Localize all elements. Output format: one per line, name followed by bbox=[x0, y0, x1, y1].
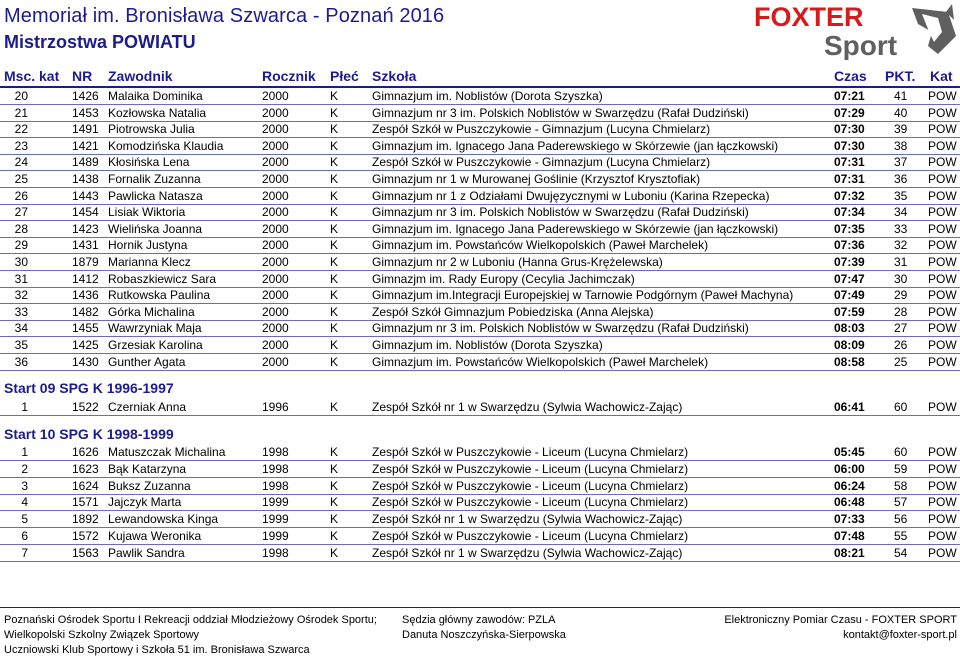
table-row bbox=[0, 171, 960, 188]
foxter-sport-logo bbox=[752, 2, 958, 60]
cell-school: Gimnazjm im. Rady Europy (Cecylia Jachimczak) bbox=[372, 271, 635, 286]
table-row bbox=[0, 304, 960, 321]
cell-school: Gimnazjum im.Integracji Europejskiej w Tarnowie Podgórnym (Paweł Machyna) bbox=[372, 288, 794, 303]
table-row bbox=[0, 88, 960, 105]
cell-school: Zespół Szkół w Puszczykowie - Gimnazjum (Lucyna Chmielarz) bbox=[372, 122, 711, 137]
cell-school: Zespół Szkół w Puszczykowie - Liceum (Lucyna Chmielarz) bbox=[372, 461, 689, 476]
footer-divider bbox=[0, 607, 960, 608]
cell-school: Gimnazjum nr 1 w Murowanej Goślinie (Krzysztof Krysztofiak) bbox=[372, 172, 701, 186]
cell-time: 07:31 bbox=[834, 172, 865, 186]
cell-bib-number: 1453 bbox=[72, 105, 99, 120]
cell-points: 30 bbox=[894, 271, 908, 286]
table-row bbox=[0, 354, 960, 371]
cell-category: POW bbox=[928, 138, 957, 153]
table-row bbox=[0, 478, 960, 495]
cell-birth-year: 2000 bbox=[262, 172, 289, 186]
cell-bib-number: 1412 bbox=[72, 271, 99, 286]
cell-bib-number: 1426 bbox=[72, 89, 99, 103]
cell-time: 07:21 bbox=[834, 89, 865, 103]
cell-category: POW bbox=[928, 288, 957, 303]
footer-judge bbox=[402, 613, 566, 643]
cell-bib-number: 1455 bbox=[72, 321, 99, 336]
cell-birth-year: 2000 bbox=[262, 89, 289, 103]
cell-sex: K bbox=[330, 105, 339, 120]
cell-time: 07:33 bbox=[834, 512, 865, 527]
cell-athlete-name: Bąk Katarzyna bbox=[108, 461, 187, 476]
cell-bib-number: 1572 bbox=[72, 529, 99, 543]
cell-points: 34 bbox=[894, 205, 908, 220]
row-divider bbox=[0, 561, 960, 562]
table-row bbox=[0, 399, 960, 416]
cell-birth-year: 2000 bbox=[262, 288, 289, 303]
cell-athlete-name: Robaszkiewicz Sara bbox=[108, 271, 217, 286]
cell-sex: K bbox=[330, 288, 339, 303]
cell-position: 1 bbox=[21, 445, 28, 459]
cell-points: 55 bbox=[894, 529, 908, 543]
cell-birth-year: 2000 bbox=[262, 238, 289, 253]
cell-athlete-name: Pawlicka Natasza bbox=[108, 188, 203, 203]
cell-time: 07:29 bbox=[834, 105, 865, 120]
cell-sex: K bbox=[330, 304, 339, 319]
cell-bib-number: 1436 bbox=[72, 288, 99, 303]
cell-category: POW bbox=[928, 304, 957, 319]
cell-points: 38 bbox=[894, 138, 908, 153]
cell-position: 33 bbox=[14, 304, 28, 319]
cell-time: 06:00 bbox=[834, 461, 865, 476]
row-divider bbox=[0, 370, 960, 371]
cell-school: Gimnazjum nr 1 z Odziałami Dwujęzycznymi w Luboniu (Karina Rzepecka) bbox=[372, 188, 770, 203]
cell-time: 08:21 bbox=[834, 545, 865, 560]
cell-birth-year: 1999 bbox=[262, 529, 289, 543]
cell-time: 08:03 bbox=[834, 321, 865, 336]
cell-points: 29 bbox=[894, 288, 908, 303]
table-row bbox=[0, 105, 960, 122]
table-row bbox=[0, 461, 960, 478]
cell-school: Gimnazjum nr 2 w Luboniu (Hanna Grus-Krężelewska) bbox=[372, 255, 663, 269]
cell-athlete-name: Gunther Agata bbox=[108, 354, 186, 369]
col-header-pts: PKT. bbox=[885, 68, 916, 84]
event-title: Memoriał im. Bronisława Szwarca - Poznań 2016 bbox=[4, 5, 445, 27]
cell-category: POW bbox=[928, 354, 957, 369]
table-row bbox=[0, 221, 960, 238]
cell-athlete-name: Malaika Dominika bbox=[108, 89, 203, 103]
cell-bib-number: 1571 bbox=[72, 495, 99, 510]
cell-school: Zespół Szkół w Puszczykowie - Liceum (Lucyna Chmielarz) bbox=[372, 529, 689, 543]
col-header-time: Czas bbox=[834, 68, 867, 84]
cell-sex: K bbox=[330, 205, 339, 220]
event-subtitle: Mistrzostwa POWIATU bbox=[4, 32, 196, 52]
cell-points: 39 bbox=[894, 122, 908, 137]
section-title: Start 09 SPG K 1996-1997 bbox=[4, 380, 174, 396]
cell-sex: K bbox=[330, 445, 339, 459]
cell-position: 24 bbox=[14, 155, 28, 170]
cell-position: 6 bbox=[21, 529, 28, 543]
cell-birth-year: 2000 bbox=[262, 105, 289, 120]
cell-birth-year: 2000 bbox=[262, 271, 289, 286]
cell-bib-number: 1482 bbox=[72, 304, 99, 319]
cell-time: 07:39 bbox=[834, 255, 865, 269]
cell-athlete-name: Kujawa Weronika bbox=[108, 529, 202, 543]
cell-bib-number: 1425 bbox=[72, 338, 99, 352]
cell-points: 56 bbox=[894, 512, 908, 527]
cell-category: POW bbox=[928, 172, 957, 186]
cell-athlete-name: Hornik Justyna bbox=[108, 238, 188, 253]
cell-birth-year: 2000 bbox=[262, 321, 289, 336]
table-row bbox=[0, 271, 960, 288]
footer-organizers bbox=[4, 613, 377, 658]
table-row bbox=[0, 545, 960, 562]
cell-position: 32 bbox=[14, 288, 28, 303]
cell-athlete-name: Komodzińska Klaudia bbox=[108, 138, 224, 153]
cell-school: Gimnazjum im. Noblistów (Dorota Szyszka) bbox=[372, 338, 603, 352]
cell-sex: K bbox=[330, 321, 339, 336]
col-header-year: Rocznik bbox=[262, 68, 316, 84]
cell-position: 34 bbox=[14, 321, 28, 336]
cell-birth-year: 2000 bbox=[262, 188, 289, 203]
cell-position: 20 bbox=[14, 89, 28, 103]
cell-school: Gimnazjum im. Noblistów (Dorota Szyszka) bbox=[372, 89, 603, 103]
cell-sex: K bbox=[330, 138, 339, 153]
table-row bbox=[0, 138, 960, 155]
cell-athlete-name: Górka Michalina bbox=[108, 304, 195, 319]
cell-points: 36 bbox=[894, 172, 908, 186]
logo-text-foxter: FOXTER bbox=[754, 2, 864, 32]
cell-athlete-name: Marianna Klecz bbox=[108, 255, 191, 269]
section-title: Start 10 SPG K 1998-1999 bbox=[4, 426, 174, 442]
cell-time: 07:30 bbox=[834, 138, 865, 153]
cell-bib-number: 1522 bbox=[72, 400, 99, 414]
footer-line: Sędzia główny zawodów: PZLA bbox=[402, 614, 556, 626]
table-row bbox=[0, 237, 960, 254]
cell-athlete-name: Matuszczak Michalina bbox=[108, 445, 226, 459]
cell-position: 31 bbox=[14, 271, 28, 286]
cell-school: Gimnazjum nr 3 im. Polskich Noblistów w Swarzędzu (Rafał Dudziński) bbox=[372, 321, 749, 336]
cell-category: POW bbox=[928, 478, 957, 493]
cell-athlete-name: Czerniak Anna bbox=[108, 400, 187, 414]
col-header-cat: Kat bbox=[930, 68, 953, 84]
cell-sex: K bbox=[330, 495, 339, 510]
cell-category: POW bbox=[928, 105, 957, 120]
cell-sex: K bbox=[330, 461, 339, 476]
cell-time: 05:45 bbox=[834, 445, 865, 459]
cell-points: 54 bbox=[894, 545, 908, 560]
cell-category: POW bbox=[928, 271, 957, 286]
cell-position: 5 bbox=[21, 512, 28, 527]
cell-category: POW bbox=[928, 221, 957, 236]
cell-category: POW bbox=[928, 495, 957, 510]
table-row bbox=[0, 154, 960, 171]
footer-line: Danuta Noszczyńska-Sierpowska bbox=[402, 629, 566, 641]
cell-category: POW bbox=[928, 238, 957, 253]
cell-athlete-name: Lisiak Wiktoria bbox=[108, 205, 186, 220]
cell-athlete-name: Wawrzyniak Maja bbox=[108, 321, 202, 336]
cell-birth-year: 1999 bbox=[262, 512, 289, 527]
cell-school: Gimnazjum nr 3 im. Polskich Noblistów w Swarzędzu (Rafał Dudziński) bbox=[372, 205, 749, 220]
cell-category: POW bbox=[928, 512, 957, 527]
cell-bib-number: 1443 bbox=[72, 188, 99, 203]
cell-position: 3 bbox=[21, 478, 28, 493]
cell-birth-year: 2000 bbox=[262, 338, 289, 352]
cell-bib-number: 1430 bbox=[72, 354, 99, 369]
cell-sex: K bbox=[330, 271, 339, 286]
cell-position: 22 bbox=[14, 122, 28, 137]
table-row bbox=[0, 204, 960, 221]
cell-time: 06:41 bbox=[834, 400, 865, 414]
cell-school: Zespół Szkół w Puszczykowie - Liceum (Lucyna Chmielarz) bbox=[372, 478, 689, 493]
cell-school: Zespół Szkół w Puszczykowie - Liceum (Lucyna Chmielarz) bbox=[372, 445, 689, 459]
cell-points: 41 bbox=[894, 89, 908, 103]
cell-points: 32 bbox=[894, 238, 908, 253]
cell-points: 60 bbox=[894, 445, 908, 459]
cell-points: 37 bbox=[894, 155, 908, 170]
cell-birth-year: 1998 bbox=[262, 461, 289, 476]
table-row bbox=[0, 337, 960, 354]
cell-birth-year: 2000 bbox=[262, 221, 289, 236]
cell-school: Zespół Szkół nr 1 w Swarzędzu (Sylwia Wachowicz-Zając) bbox=[372, 512, 683, 527]
table-row bbox=[0, 494, 960, 511]
table-row bbox=[0, 188, 960, 205]
cell-birth-year: 1996 bbox=[262, 400, 289, 414]
table-row bbox=[0, 121, 960, 138]
cell-category: POW bbox=[928, 255, 957, 269]
cell-points: 28 bbox=[894, 304, 908, 319]
footer-line: Elektroniczny Pomiar Czasu - FOXTER SPORT bbox=[724, 614, 957, 626]
col-header-nr: NR bbox=[72, 68, 93, 84]
cell-school: Gimnazjum im. Powstańców Wielkopolskich (Paweł Marchelek) bbox=[372, 354, 709, 369]
cell-school: Gimnazjum nr 3 im. Polskich Noblistów w Swarzędzu (Rafał Dudziński) bbox=[372, 105, 749, 120]
cell-sex: K bbox=[330, 238, 339, 253]
cell-time: 08:58 bbox=[834, 354, 865, 369]
cell-sex: K bbox=[330, 354, 339, 369]
cell-athlete-name: Buksz Zuzanna bbox=[108, 478, 191, 493]
cell-points: 40 bbox=[894, 105, 908, 120]
table-row bbox=[0, 287, 960, 304]
cell-athlete-name: Pawlik Sandra bbox=[108, 545, 185, 560]
cell-time: 07:35 bbox=[834, 221, 865, 236]
cell-points: 57 bbox=[894, 495, 908, 510]
cell-time: 08:09 bbox=[834, 338, 865, 352]
footer-line: Uczniowski Klub Sportowy i Szkoła 51 im. Bronisława Szwarca bbox=[4, 644, 310, 656]
cell-bib-number: 1438 bbox=[72, 172, 99, 186]
cell-time: 06:24 bbox=[834, 478, 865, 493]
cell-school: Gimnazjum im. Ignacego Jana Paderewskiego w Skórzewie (jan łączkowski) bbox=[372, 138, 779, 153]
cell-position: 21 bbox=[14, 105, 28, 120]
cell-position: 28 bbox=[14, 221, 28, 236]
cell-points: 58 bbox=[894, 478, 908, 493]
cell-athlete-name: Wielińska Joanna bbox=[108, 221, 203, 236]
cell-position: 30 bbox=[14, 255, 28, 269]
cell-sex: K bbox=[330, 338, 339, 352]
cell-points: 59 bbox=[894, 461, 908, 476]
cell-points: 26 bbox=[894, 338, 908, 352]
cell-category: POW bbox=[928, 89, 957, 103]
cell-category: POW bbox=[928, 122, 957, 137]
cell-sex: K bbox=[330, 400, 339, 414]
cell-athlete-name: Jajczyk Marta bbox=[108, 495, 182, 510]
cell-bib-number: 1491 bbox=[72, 122, 99, 137]
cell-position: 29 bbox=[14, 238, 28, 253]
cell-position: 27 bbox=[14, 205, 28, 220]
footer-contact-link[interactable]: kontakt@foxter-sport.pl bbox=[843, 629, 957, 641]
cell-category: POW bbox=[928, 155, 957, 170]
fox-head-icon bbox=[912, 4, 956, 54]
cell-sex: K bbox=[330, 545, 339, 560]
cell-points: 60 bbox=[894, 400, 908, 414]
table-row bbox=[0, 320, 960, 337]
col-header-sex: Płeć bbox=[330, 68, 359, 84]
cell-birth-year: 1998 bbox=[262, 478, 289, 493]
cell-bib-number: 1892 bbox=[72, 512, 99, 527]
cell-time: 07:36 bbox=[834, 238, 865, 253]
cell-athlete-name: Kłosińska Lena bbox=[108, 155, 190, 170]
cell-points: 35 bbox=[894, 188, 908, 203]
cell-bib-number: 1626 bbox=[72, 445, 99, 459]
cell-time: 07:49 bbox=[834, 288, 865, 303]
cell-category: POW bbox=[928, 400, 957, 414]
cell-time: 07:48 bbox=[834, 529, 865, 543]
cell-category: POW bbox=[928, 338, 957, 352]
cell-points: 25 bbox=[894, 354, 908, 369]
cell-points: 31 bbox=[894, 255, 908, 269]
table-row bbox=[0, 528, 960, 545]
cell-sex: K bbox=[330, 155, 339, 170]
cell-birth-year: 2000 bbox=[262, 354, 289, 369]
cell-birth-year: 2000 bbox=[262, 155, 289, 170]
cell-school: Gimnazjum im. Powstańców Wielkopolskich (Paweł Marchelek) bbox=[372, 238, 709, 253]
cell-birth-year: 1998 bbox=[262, 445, 289, 459]
cell-position: 35 bbox=[14, 338, 28, 352]
cell-birth-year: 1998 bbox=[262, 545, 289, 560]
cell-bib-number: 1421 bbox=[72, 138, 99, 153]
cell-athlete-name: Lewandowska Kinga bbox=[108, 512, 219, 527]
cell-time: 07:59 bbox=[834, 304, 865, 319]
cell-birth-year: 2000 bbox=[262, 138, 289, 153]
col-header-pos: Msc. kat bbox=[4, 68, 60, 84]
cell-bib-number: 1489 bbox=[72, 155, 99, 170]
col-header-name: Zawodnik bbox=[108, 68, 173, 84]
cell-athlete-name: Grzesiak Karolina bbox=[108, 338, 203, 352]
cell-position: 36 bbox=[14, 354, 28, 369]
cell-bib-number: 1431 bbox=[72, 238, 99, 253]
cell-category: POW bbox=[928, 461, 957, 476]
cell-category: POW bbox=[928, 545, 957, 560]
footer-line: Poznański Ośrodek Sportu I Rekreacji oddział Młodzieżowy Ośrodek Sportu; bbox=[4, 614, 377, 626]
cell-category: POW bbox=[928, 205, 957, 220]
cell-position: 1 bbox=[21, 400, 28, 414]
cell-time: 07:30 bbox=[834, 122, 865, 137]
footer-line: Wielkopolski Szkolny Związek Sportowy bbox=[4, 629, 200, 641]
table-row bbox=[0, 511, 960, 528]
cell-position: 2 bbox=[21, 461, 28, 476]
row-divider bbox=[0, 415, 960, 416]
cell-category: POW bbox=[928, 445, 957, 459]
cell-position: 4 bbox=[21, 495, 28, 510]
col-header-school: Szkoła bbox=[372, 68, 417, 84]
cell-sex: K bbox=[330, 512, 339, 527]
cell-athlete-name: Kozłowska Natalia bbox=[108, 105, 207, 120]
cell-sex: K bbox=[330, 188, 339, 203]
cell-points: 27 bbox=[894, 321, 908, 336]
cell-school: Zespół Szkół w Puszczykowie - Liceum (Lucyna Chmielarz) bbox=[372, 495, 689, 510]
cell-category: POW bbox=[928, 529, 957, 543]
cell-bib-number: 1879 bbox=[72, 255, 99, 269]
cell-birth-year: 2000 bbox=[262, 122, 289, 137]
cell-school: Gimnazjum im. Ignacego Jana Paderewskiego w Skórzewie (jan łączkowski) bbox=[372, 221, 779, 236]
cell-birth-year: 2000 bbox=[262, 304, 289, 319]
cell-bib-number: 1454 bbox=[72, 205, 99, 220]
cell-time: 07:31 bbox=[834, 155, 865, 170]
cell-position: 26 bbox=[14, 188, 28, 203]
cell-sex: K bbox=[330, 122, 339, 137]
cell-time: 07:32 bbox=[834, 188, 865, 203]
cell-bib-number: 1623 bbox=[72, 461, 99, 476]
cell-birth-year: 2000 bbox=[262, 255, 289, 269]
cell-position: 23 bbox=[14, 138, 28, 153]
cell-sex: K bbox=[330, 89, 339, 103]
cell-school: Zespół Szkół w Puszczykowie - Gimnazjum (Lucyna Chmielarz) bbox=[372, 155, 711, 170]
cell-position: 7 bbox=[21, 545, 28, 560]
cell-time: 07:34 bbox=[834, 205, 865, 220]
cell-category: POW bbox=[928, 321, 957, 336]
cell-school: Zespół Szkół Gimnazjum Pobiedziska (Anna Alejska) bbox=[372, 304, 654, 319]
cell-birth-year: 1999 bbox=[262, 495, 289, 510]
cell-sex: K bbox=[330, 478, 339, 493]
cell-position: 25 bbox=[14, 172, 28, 186]
table-row bbox=[0, 444, 960, 461]
cell-sex: K bbox=[330, 172, 339, 186]
logo-text-sport: Sport bbox=[824, 30, 898, 60]
cell-bib-number: 1563 bbox=[72, 545, 99, 560]
cell-school: Zespół Szkół nr 1 w Swarzędzu (Sylwia Wachowicz-Zając) bbox=[372, 545, 683, 560]
cell-athlete-name: Rutkowska Paulina bbox=[108, 288, 211, 303]
cell-birth-year: 2000 bbox=[262, 205, 289, 220]
cell-category: POW bbox=[928, 188, 957, 203]
cell-bib-number: 1624 bbox=[72, 478, 99, 493]
cell-sex: K bbox=[330, 221, 339, 236]
cell-sex: K bbox=[330, 255, 339, 269]
cell-time: 06:48 bbox=[834, 495, 865, 510]
cell-points: 33 bbox=[894, 221, 908, 236]
cell-bib-number: 1423 bbox=[72, 221, 99, 236]
footer-timing bbox=[724, 613, 957, 643]
cell-athlete-name: Fornalik Zuzanna bbox=[108, 172, 201, 186]
cell-sex: K bbox=[330, 529, 339, 543]
table-row bbox=[0, 254, 960, 271]
cell-athlete-name: Piotrowska Julia bbox=[108, 122, 195, 137]
cell-school: Zespół Szkół nr 1 w Swarzędzu (Sylwia Wachowicz-Zając) bbox=[372, 400, 683, 414]
cell-time: 07:47 bbox=[834, 271, 865, 286]
